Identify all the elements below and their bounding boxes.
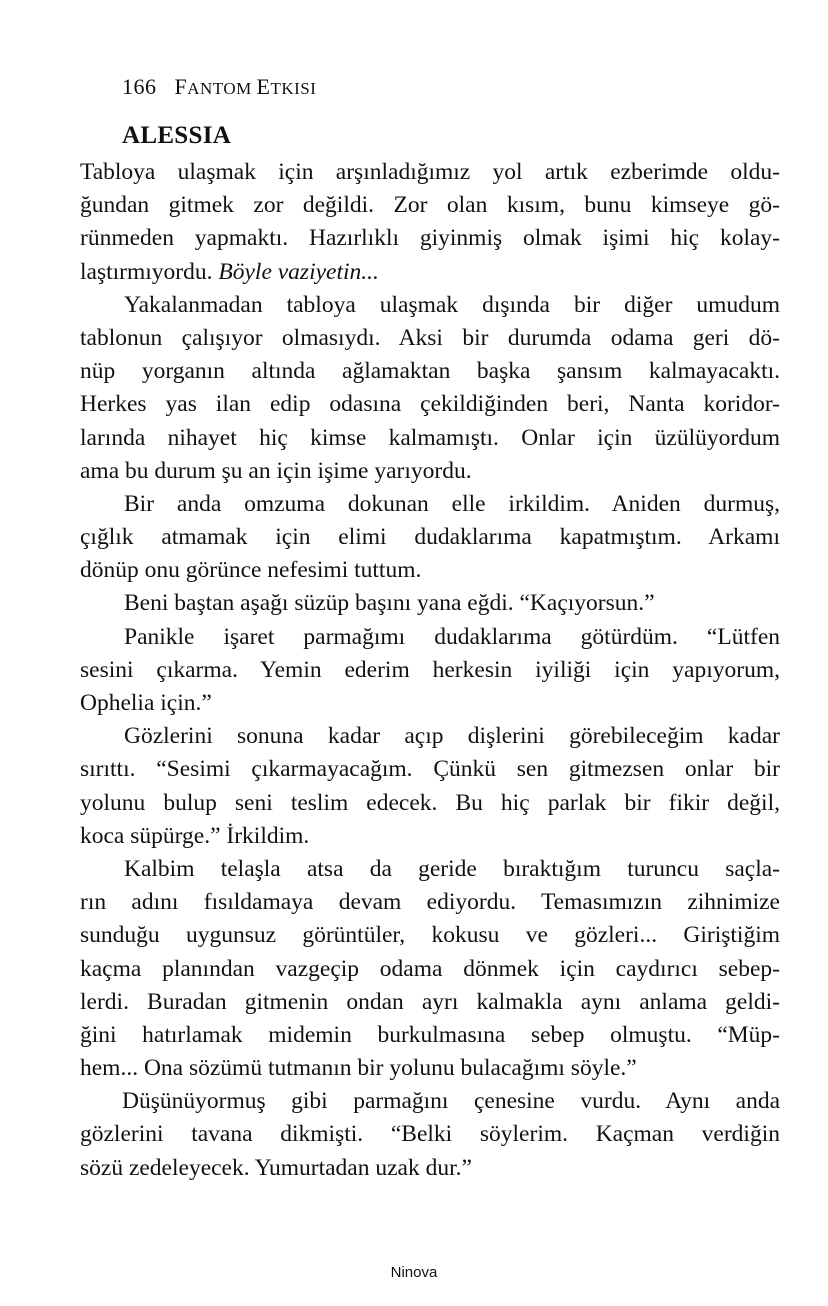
text-line: rünmeden yapmaktı. Hazırlıklı giyinmiş olmak işimi hiç kolay- bbox=[80, 225, 780, 252]
text-line: hem... Ona sözümü tutmanın bir yolunu bulacağımı söyle.” bbox=[80, 1055, 637, 1082]
text-line: Ophelia için.” bbox=[80, 690, 212, 716]
text-line: çığlık atmamak için elimi dudaklarıma kapatmıştım. Arkamı bbox=[80, 524, 780, 551]
text-line: yolunu bulup seni teslim edecek. Bu hiç parlak bir fikir değil, bbox=[80, 789, 780, 816]
running-title-part: E bbox=[256, 74, 271, 99]
text-line: lerdi. Buradan gitmenin ondan ayrı kalmakla aynı anlama geldi- bbox=[80, 988, 780, 1015]
text-line: Bir anda omzuma dokunan elle irkildim. Aniden durmuş, bbox=[124, 490, 780, 517]
text-line: sesini çıkarma. Yemin ederim herkesin iyiliği için yapıyorum, bbox=[80, 656, 780, 683]
text-line: Beni baştan aşağı süzüp başını yana eğdi. “Kaçıyorsun.” bbox=[124, 590, 655, 617]
text-line: ğundan gitmek zor değildi. Zor olan kısım, bunu kimseye gö- bbox=[80, 192, 780, 219]
italic-phrase: Böyle vaziyetin... bbox=[218, 258, 379, 285]
running-title-part: TKISI bbox=[270, 79, 317, 98]
text-line: ğini hatırlamak midemin burkulmasına sebep olmuştu. “Müp- bbox=[80, 1021, 780, 1048]
text-line: koca süpürge.” İrkildim. bbox=[80, 822, 310, 849]
text-line: Panikle işaret parmağımı dudaklarıma götürdüm. “Lütfen bbox=[124, 623, 780, 650]
text-line: nüp yorganın altında ağlamaktan başka şansım kalmayacaktı. bbox=[80, 358, 780, 385]
text-line: rın adını fısıldamaya devam ediyordu. Temasımızın zihnimize bbox=[80, 889, 780, 916]
text-line: dönüp onu görünce nefesimi tuttum. bbox=[80, 557, 422, 584]
text-line: sunduğu uygunsuz görüntüler, kokusu ve gözleri... Giriştiğim bbox=[80, 922, 780, 949]
text-line: sırıttı. “Sesimi çıkarmayacağım. Çünkü sen gitmezsen onlar bir bbox=[80, 756, 780, 783]
text-line: Yakalanmadan tabloya ulaşmak dışında bir diğer umudum bbox=[124, 291, 780, 318]
text-line: ama bu durum şu an için işime yarıyordu. bbox=[80, 457, 472, 484]
body-text bbox=[80, 156, 780, 1185]
page-number: 166 bbox=[122, 74, 157, 99]
text-line: Tabloya ulaşmak için arşınladığımız yol artık ezberimde oldu- bbox=[80, 159, 780, 185]
text-segment: laştırmıyordu. bbox=[80, 258, 219, 285]
running-title-part: ANTOM bbox=[187, 79, 257, 98]
chapter-title: ALESSIA bbox=[122, 122, 232, 149]
text-line: sözü zedeleyecek. Yumurtadan uzak dur.” bbox=[80, 1154, 472, 1181]
text-line: Gözlerini sonuna kadar açıp dişlerini görebileceğim kadar bbox=[124, 723, 780, 750]
running-title bbox=[175, 74, 317, 99]
text-line: Herkes yas ilan edip odasına çekildiğinden beri, Nanta koridor- bbox=[80, 391, 780, 418]
text-line: tablonun çalışıyor olmasıydı. Aksi bir durumda odama geri dö- bbox=[80, 324, 780, 351]
text-line: kaçma planından vazgeçip odama dönmek için caydırıcı sebep- bbox=[80, 955, 780, 982]
publisher-footer: Ninova bbox=[390, 1264, 438, 1281]
running-header bbox=[122, 74, 316, 100]
running-title-part: F bbox=[174, 74, 188, 99]
text-line: larında nihayet hiç kimse kalmamıştı. Onlar için üzülüyordum bbox=[80, 424, 780, 451]
text-line: Düşünüyormuş gibi parmağını çenesine vurdu. Aynı anda bbox=[122, 1088, 780, 1115]
text-line bbox=[80, 256, 780, 289]
text-line: Kalbim telaşla atsa da geride bıraktığım turuncu saçla- bbox=[124, 855, 780, 882]
text-line: gözlerini tavana dikmişti. “Belki söylerim. Kaçman verdiğin bbox=[80, 1121, 780, 1148]
